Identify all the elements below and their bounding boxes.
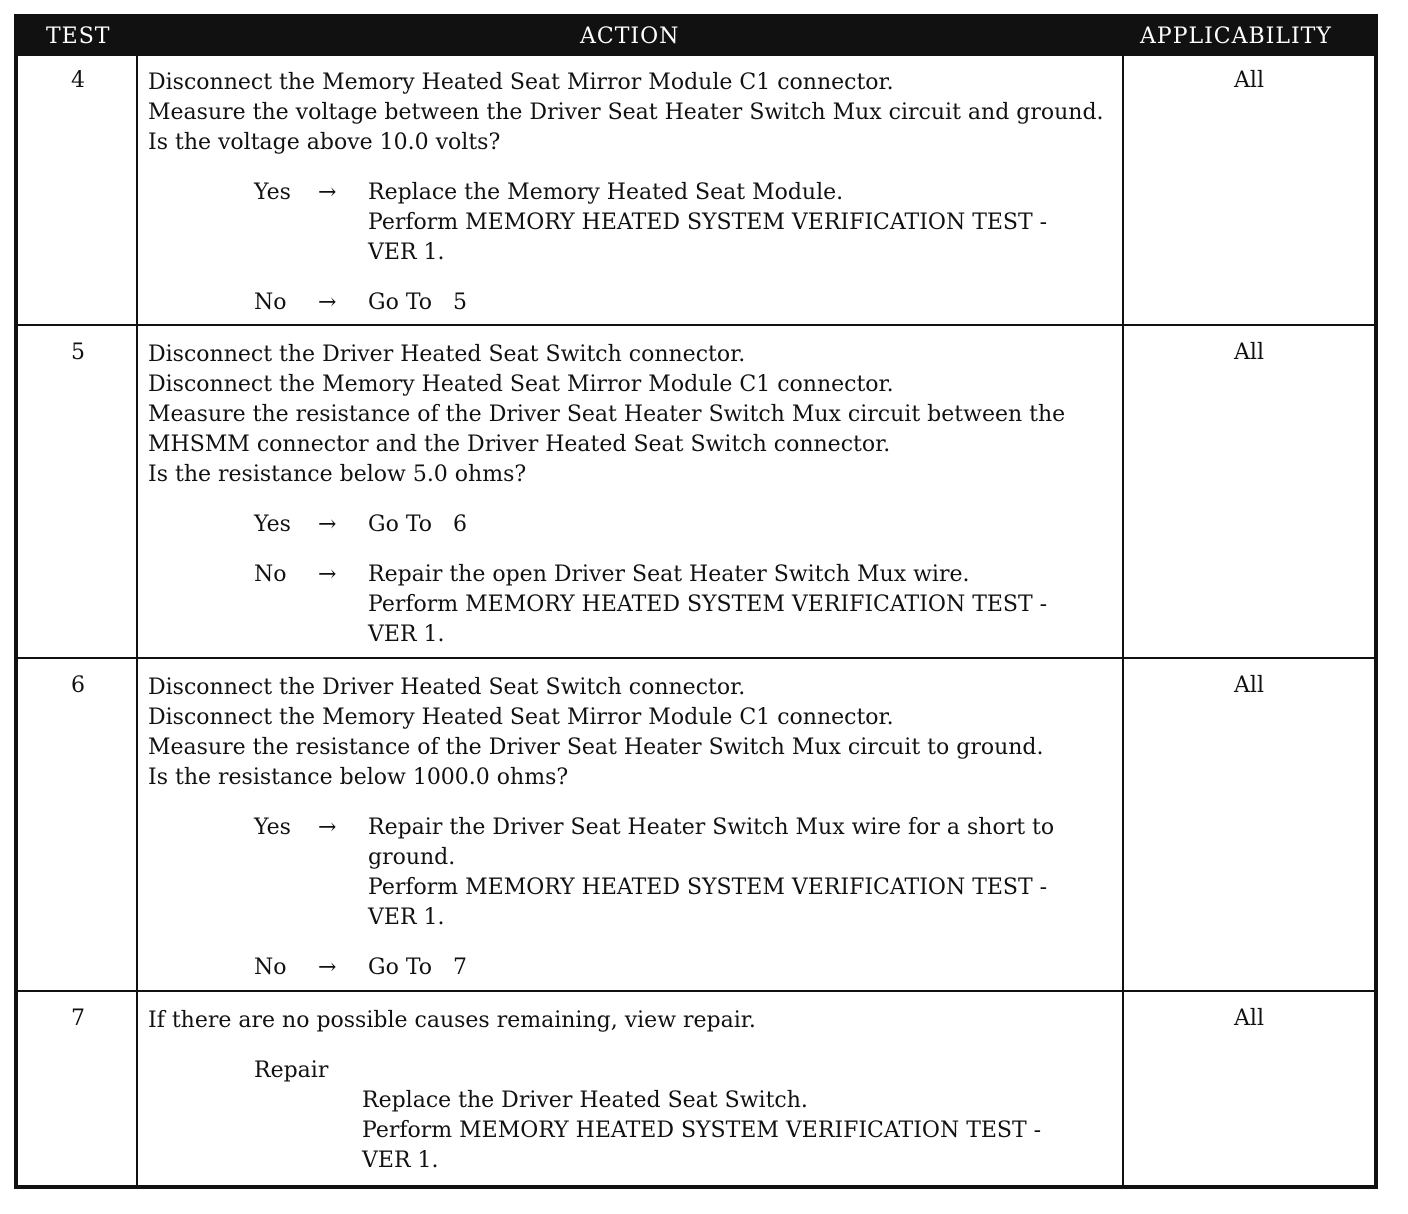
response-line: VER 1. <box>368 240 445 265</box>
response-line: Go To 5 <box>368 290 467 315</box>
applicability-value: All <box>1234 340 1264 365</box>
response-line: Repair the open Driver Seat Heater Switch Mux wire. <box>368 562 970 587</box>
action-step: MHSMM connector and the Driver Heated Seat Switch connector. <box>148 432 891 457</box>
action-step: Disconnect the Memory Heated Seat Mirror Module C1 connector. <box>148 705 894 730</box>
response-line: Perform MEMORY HEATED SYSTEM VERIFICATION TEST - <box>368 875 1048 900</box>
action-cell <box>148 673 1123 983</box>
no-label: No <box>254 562 287 587</box>
arrow-icon: → <box>318 815 337 840</box>
response-line: Replace the Driver Heated Seat Switch. <box>362 1088 808 1113</box>
row-divider <box>18 657 1374 659</box>
header-applicability: APPLICABILITY <box>1140 24 1332 49</box>
action-step: Is the voltage above 10.0 volts? <box>148 130 501 155</box>
response-line: ground. <box>368 845 456 870</box>
response-line: Replace the Memory Heated Seat Module. <box>368 180 844 205</box>
action-step: Is the resistance below 1000.0 ohms? <box>148 765 569 790</box>
diagnostic-table <box>14 14 1378 1189</box>
response-line: Perform MEMORY HEATED SYSTEM VERIFICATION TEST - <box>368 592 1048 617</box>
response-line: Repair the Driver Seat Heater Switch Mux wire for a short to <box>368 815 1055 840</box>
table-header <box>18 18 1374 56</box>
row-divider <box>18 990 1374 992</box>
action-step: Measure the resistance of the Driver Seat Heater Switch Mux circuit between the <box>148 402 1066 427</box>
yes-response <box>148 813 1123 933</box>
action-cell <box>148 1006 1123 1176</box>
applicability-value: All <box>1234 1006 1264 1031</box>
header-action: ACTION <box>580 24 680 49</box>
no-response <box>148 953 1123 983</box>
action-step: Measure the voltage between the Driver Seat Heater Switch Mux circuit and ground. <box>148 100 1104 125</box>
action-cell <box>148 340 1123 650</box>
action-step: Disconnect the Memory Heated Seat Mirror Module C1 connector. <box>148 70 894 95</box>
applicability-value: All <box>1234 68 1264 93</box>
action-step: Is the resistance below 5.0 ohms? <box>148 462 527 487</box>
no-label: No <box>254 955 287 980</box>
test-number: 7 <box>71 1006 85 1031</box>
action-step: Disconnect the Driver Heated Seat Switch connector. <box>148 675 746 700</box>
row-divider <box>18 324 1374 326</box>
no-response <box>148 560 1123 650</box>
test-number: 5 <box>71 340 85 365</box>
yes-label: Yes <box>254 815 291 840</box>
action-step: If there are no possible causes remaining, view repair. <box>148 1008 756 1033</box>
action-step: Disconnect the Driver Heated Seat Switch connector. <box>148 342 746 367</box>
yes-label: Yes <box>254 512 291 537</box>
no-label: No <box>254 290 287 315</box>
applicability-value: All <box>1234 673 1264 698</box>
response-line: Perform MEMORY HEATED SYSTEM VERIFICATION TEST - <box>368 210 1048 235</box>
arrow-icon: → <box>318 512 337 537</box>
test-number: 6 <box>71 673 85 698</box>
action-cell <box>148 68 1123 318</box>
response-line: VER 1. <box>368 622 445 647</box>
arrow-icon: → <box>318 290 337 315</box>
response-line: Go To 7 <box>368 955 467 980</box>
yes-label: Yes <box>254 180 291 205</box>
action-step: Measure the resistance of the Driver Seat Heater Switch Mux circuit to ground. <box>148 735 1044 760</box>
response-line: VER 1. <box>362 1148 439 1173</box>
repair-label: Repair <box>254 1058 329 1083</box>
action-step: Disconnect the Memory Heated Seat Mirror Module C1 connector. <box>148 372 894 397</box>
response-line: Go To 6 <box>368 512 467 537</box>
arrow-icon: → <box>318 955 337 980</box>
response-line: Perform MEMORY HEATED SYSTEM VERIFICATION TEST - <box>362 1118 1042 1143</box>
no-response <box>148 288 1123 318</box>
arrow-icon: → <box>318 180 337 205</box>
arrow-icon: → <box>318 562 337 587</box>
test-number: 4 <box>71 68 85 93</box>
header-test: TEST <box>46 24 111 49</box>
yes-response <box>148 510 1123 540</box>
response-line: VER 1. <box>368 905 445 930</box>
yes-response <box>148 178 1123 268</box>
